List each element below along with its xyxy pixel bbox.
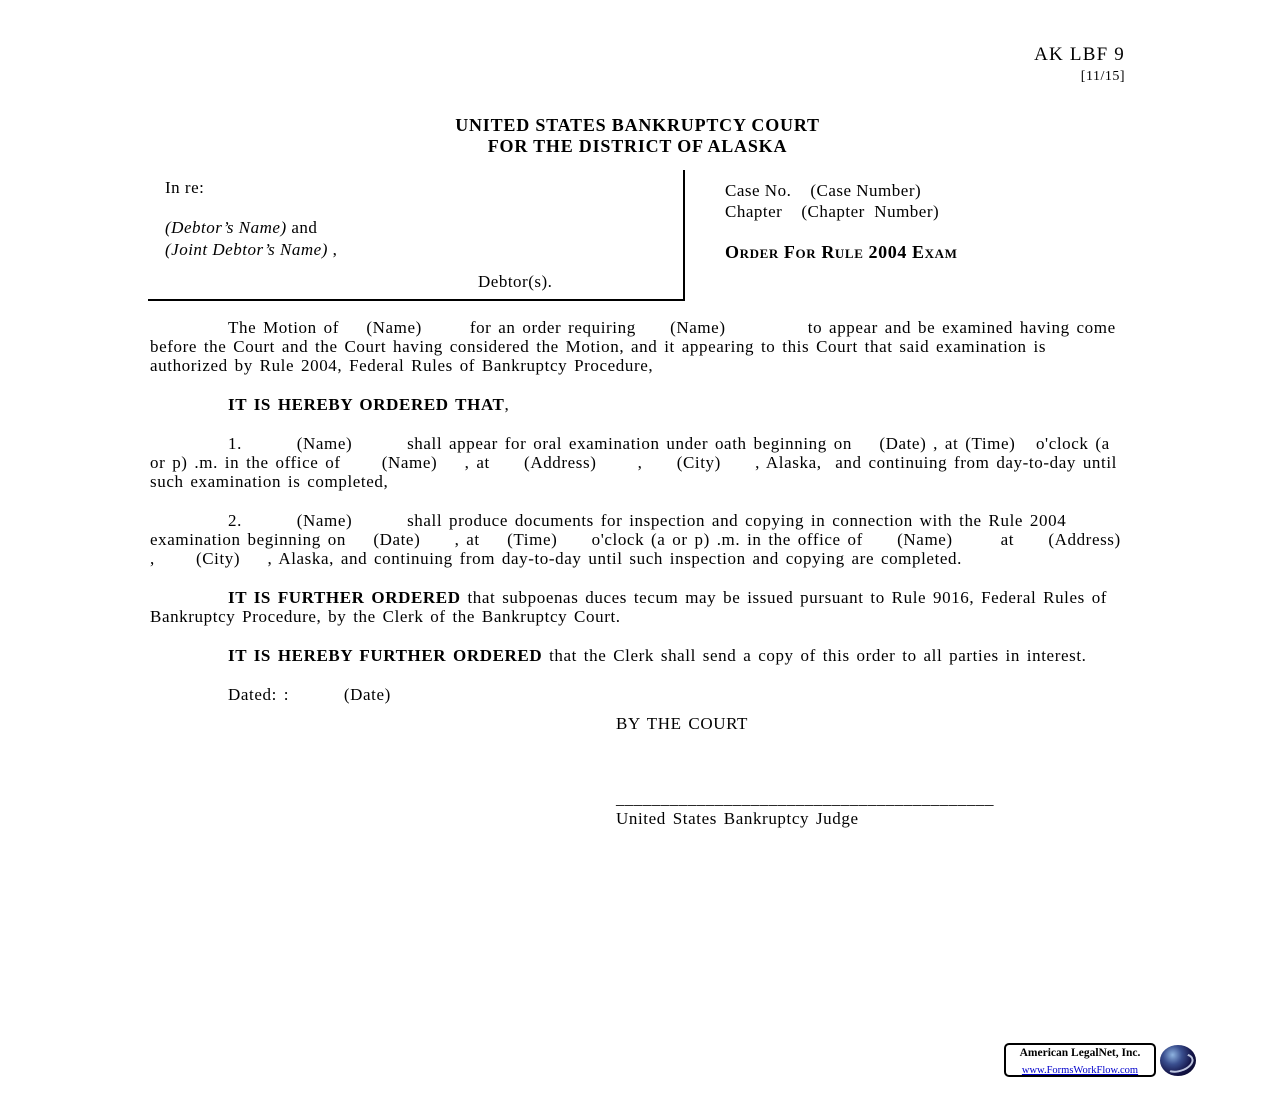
further-ordered-text: that subpoenas duces tecum may be issued pursuant to Rule 9016, Federal Rules of Bankruptcy Procedure, by the Clerk of the Bankruptcy Court. (150, 588, 1114, 626)
american-legalnet-box (1004, 1043, 1156, 1077)
caption-debtor-box (148, 170, 685, 301)
further-ordered-paragraph (150, 588, 1128, 626)
chapter-line: Chapter (Chapter Number) (725, 202, 940, 221)
order-item-2-text: 2. (Name) shall produce documents for inspection and copying in connection with the Rule 2004 examination beginning on (Date) , at (Time) o'clock (a or p) .m. in the office of (Name) at (Address) , (City) , Alaska, and continuing from day-to-day until such inspection and copying are completed. (150, 511, 1156, 568)
signature-block (616, 789, 1128, 828)
court-title (0, 115, 1275, 157)
form-number-block (1034, 44, 1125, 85)
caption-case-info (725, 180, 958, 263)
hereby-further-paragraph (150, 646, 1128, 665)
ordered-heading-suffix: , (504, 395, 510, 414)
ordered-heading-bold: IT IS HEREBY ORDERED THAT (228, 395, 505, 414)
debtors-label: Debtor(s). (478, 272, 553, 291)
court-title-line1: UNITED STATES BANKRUPTCY COURT (455, 115, 820, 135)
motion-paragraph-text: The Motion of (Name) for an order requiring (Name) to appear and be examined having come before the Court and the Court having considered the Motion, and it appearing to this Court that said examination is authorized by Rule 2004, Federal Rules of Bankruptcy Procedure, (150, 318, 1123, 375)
case-caption (148, 170, 1125, 301)
order-body (150, 318, 1156, 828)
in-re-label: In re: (165, 178, 205, 197)
ordered-heading (150, 395, 1128, 414)
court-title-line2: FOR THE DISTRICT OF ALASKA (487, 136, 788, 156)
debtor-name-line (165, 218, 317, 238)
hereby-further-text: that the Clerk shall send a copy of this order to all parties in interest. (542, 646, 1087, 665)
further-ordered-bold: IT IS FURTHER ORDERED (228, 588, 461, 607)
order-item-2 (150, 511, 1156, 568)
dated-line: Dated: : (Date) (228, 685, 391, 704)
judge-title-label: United States Bankruptcy Judge (616, 809, 859, 828)
form-number: AK LBF 9 (1034, 44, 1125, 65)
debtor-and-text: and (286, 218, 318, 237)
debtor-name-placeholder: (Debtor’s Name) (165, 218, 287, 237)
hereby-further-bold: IT IS HEREBY FURTHER ORDERED (228, 646, 543, 665)
motion-paragraph (150, 318, 1128, 375)
joint-debtor-name-placeholder: (Joint Debtor’s Name) (165, 240, 328, 259)
joint-debtor-suffix: , (327, 240, 338, 259)
case-number-line: Case No. (Case Number) (725, 181, 922, 200)
american-legalnet-company: American LegalNet, Inc. (1019, 1047, 1141, 1059)
by-the-court-label: BY THE COURT (616, 714, 749, 733)
joint-debtor-name-line (165, 240, 337, 260)
order-item-1-text: 1. (Name) shall appear for oral examination under oath beginning on (Date) , at (Time) o'clock (a or p) .m. in the office of (Name) , at (Address) , (City) , Alaska, and continuing from day-to-day until such examination is completed, (150, 434, 1124, 491)
formsworkflow-link[interactable]: www.FormsWorkFlow.com (1021, 1065, 1139, 1076)
form-revision: [11/15] (1080, 69, 1125, 84)
judge-signature-line: __________________________________________ (616, 789, 994, 808)
order-title: Order For Rule 2004 Exam (725, 242, 958, 262)
american-legalnet-globe-icon (1160, 1045, 1196, 1076)
order-item-1 (150, 434, 1128, 491)
